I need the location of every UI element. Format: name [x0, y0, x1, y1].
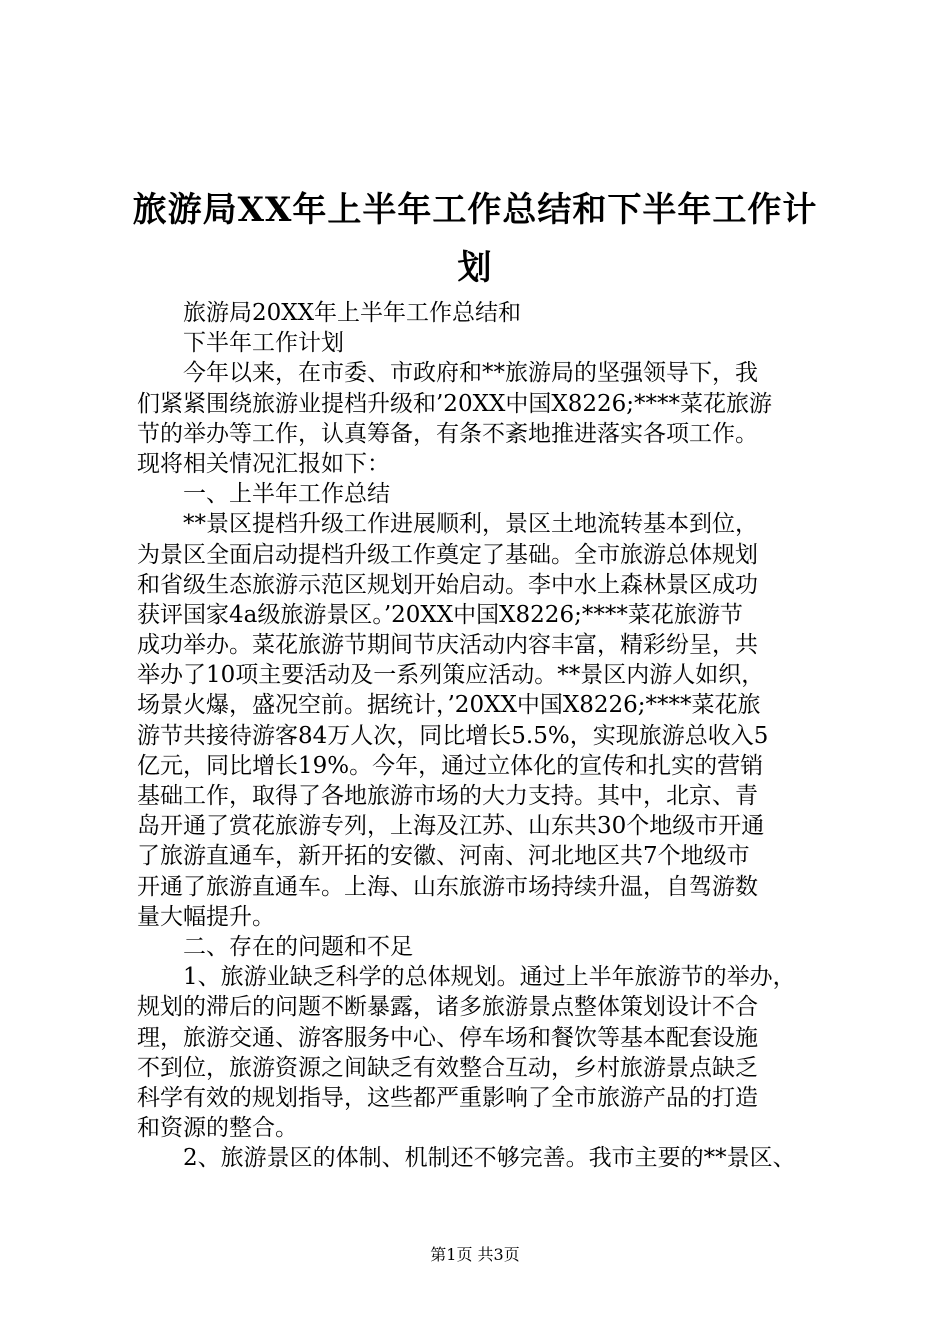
text-line: 现将相关情况汇报如下：	[137, 450, 390, 477]
text-line: 亿元，同比增长19%。今年，通过立体化的宣传和扎实的营销	[137, 752, 764, 779]
text-line: 和省级生态旅游示范区规划开始启动。李中水上森林景区成功	[137, 571, 758, 598]
text-line: 节的举办等工作，认真筹备，有条不紊地推进落实各项工作。	[137, 420, 758, 447]
text-line: 举办了10项主要活动及一系列策应活动。**景区内游人如织，	[137, 662, 765, 689]
text-line: 理，旅游交通、游客服务中心、停车场和餐饮等基本配套设施	[137, 1024, 758, 1051]
text-line: 科学有效的规划指导，这些都严重影响了全市旅游产品的打造	[137, 1084, 758, 1111]
text-line: 二、存在的问题和不足	[137, 933, 413, 960]
text-line: 获评国家4a级旅游景区。’20XX中国X8226;****菜花旅游节	[137, 601, 743, 628]
document-title-line-2: 划	[457, 248, 493, 288]
document-title-line-1: 旅游局XX年上半年工作总结和下半年工作计	[132, 190, 818, 230]
text-line: 和资源的整合。	[137, 1115, 298, 1142]
text-line: 不到位，旅游资源之间缺乏有效整合互动，乡村旅游景点缺乏	[137, 1054, 758, 1081]
text-line: 一、上半年工作总结	[137, 481, 390, 508]
text-line: 游节共接待游客84万人次，同比增长5.5%，实现旅游总收入5	[137, 722, 769, 749]
text-line: 成功举办。菜花旅游节期间节庆活动内容丰富，精彩纷呈，共	[137, 632, 758, 659]
text-line: 为景区全面启动提档升级工作奠定了基础。全市旅游总体规划	[137, 541, 758, 568]
text-line: 2、旅游景区的体制、机制还不够完善。我市主要的**景区、	[137, 1145, 796, 1172]
page-footer: 第1页 共3页	[430, 1245, 520, 1264]
text-line: 了旅游直通车，新开拓的安徽、河南、河北地区共7个地级市	[137, 843, 750, 870]
text-line: 场景火爆，盛况空前。据统计，’20XX中国X8226;****菜花旅	[137, 692, 761, 719]
text-line: 量大幅提升。	[137, 903, 275, 930]
document-body	[137, 298, 837, 1173]
text-line: 基础工作，取得了各地旅游市场的大力支持。其中，北京、青	[137, 783, 758, 809]
text-line: 开通了旅游直通车。上海、山东旅游市场持续升温，自驾游数	[137, 873, 758, 900]
text-line: 们紧紧围绕旅游业提档升级和’20XX中国X8226;****菜花旅游	[137, 390, 772, 417]
text-line: 1、旅游业缺乏科学的总体规划。通过上半年旅游节的举办，	[137, 964, 796, 991]
text-line: **景区提档升级工作进展顺利，景区土地流转基本到位，	[137, 511, 758, 538]
text-line: 岛开通了赏花旅游专列，上海及江苏、山东共30个地级市开通	[137, 813, 765, 840]
text-line: 下半年工作计划	[137, 330, 344, 357]
text-line: 今年以来，在市委、市政府和**旅游局的坚强领导下，我	[137, 360, 758, 387]
text-line: 规划的滞后的问题不断暴露，诸多旅游景点整体策划设计不合	[137, 994, 758, 1021]
text-line: 旅游局20XX年上半年工作总结和	[137, 300, 522, 326]
